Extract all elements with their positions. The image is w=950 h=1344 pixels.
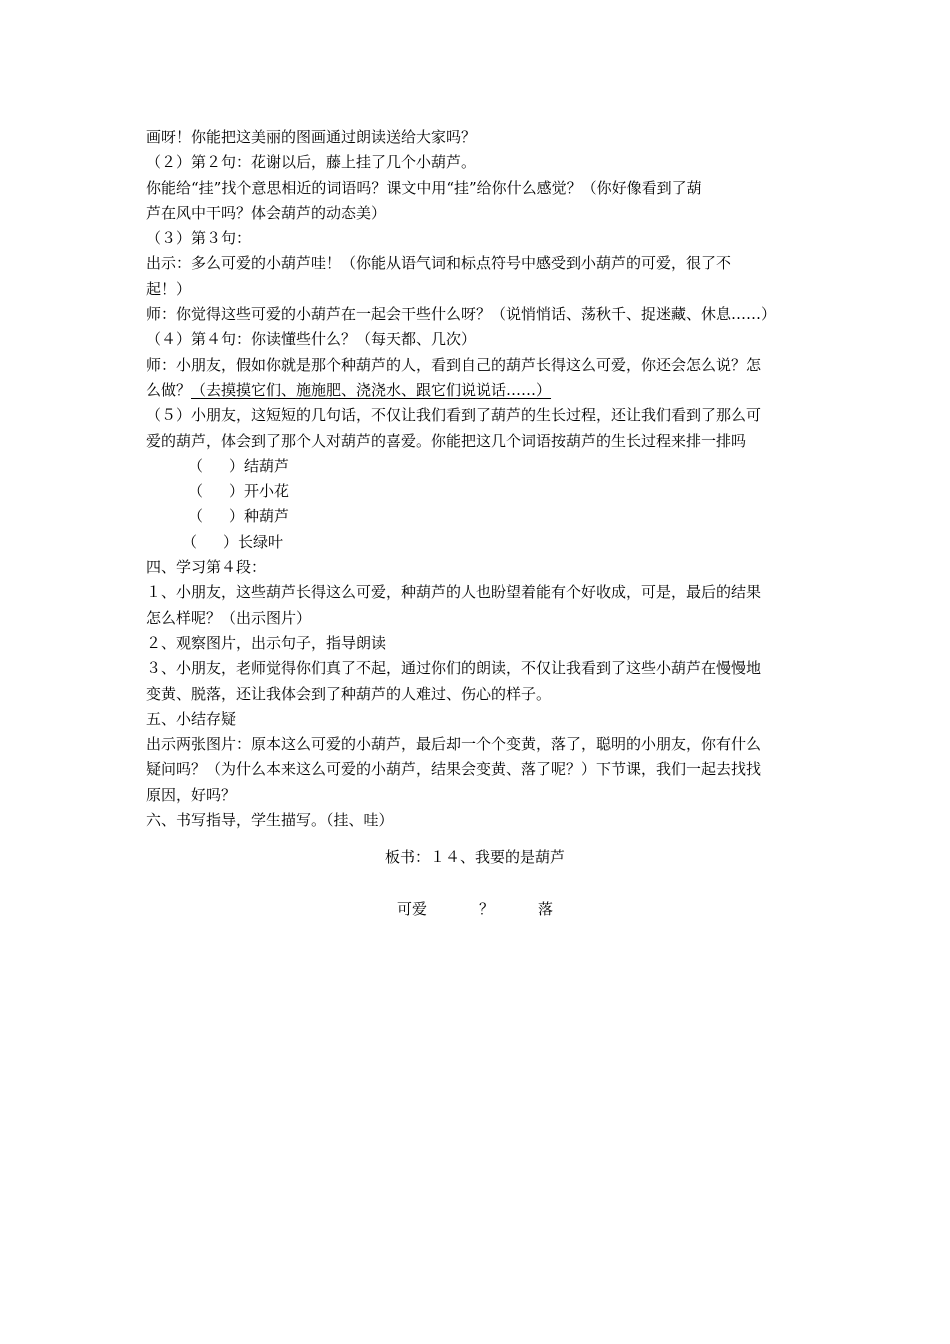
- underlined-answer: （去摸摸它们、施施肥、浇浇水、跟它们说说话……）: [191, 380, 552, 399]
- order-item: （ ）长绿叶: [182, 532, 284, 551]
- order-item-label: 结葫芦: [244, 456, 290, 475]
- text-line: 疑问吗？（为什么本来这么可爱的小葫芦，结果会变黄、落了呢？）下节课，我们一起去找找: [146, 760, 762, 779]
- text-line: 原因，好吗？: [146, 785, 237, 804]
- section-heading: 五、小结存疑: [146, 709, 237, 728]
- text-line: 你能给“挂”找个意思相近的词语吗？课文中用“挂”给你什么感觉？（你好像看到了葫: [146, 178, 702, 197]
- text-line: 怎么样呢？（出示图片）: [146, 608, 312, 627]
- text-line: 出示：多么可爱的小葫芦哇！（你能从语气词和标点符号中感受到小葫芦的可爱，很了不: [146, 254, 732, 273]
- order-item: （ ）结葫芦: [188, 456, 290, 475]
- text-line: （５）小朋友，这短短的几句话，不仅让我们看到了葫芦的生长过程，还让我们看到了那么可: [146, 406, 762, 425]
- order-item: （ ）开小花: [188, 482, 290, 501]
- board-title: 板书：１４、我要的是葫芦: [384, 848, 565, 866]
- text-line: 师：你觉得这些可爱的小葫芦在一起会干些什么呀？（说悄悄话、荡秋千、捉迷藏、休息……）: [146, 305, 777, 324]
- text-line: 芦在风中干吗？体会葫芦的动态美）: [146, 203, 387, 222]
- board-item-question: ？: [478, 900, 494, 918]
- board-item-cute: 可爱: [396, 900, 427, 918]
- text-line: 师：小朋友，假如你就是那个种葫芦的人，看到自己的葫芦长得这么可爱，你还会怎么说？怎: [146, 355, 762, 374]
- text-line: （３）第３句：: [146, 229, 252, 248]
- section-heading: 四、学习第４段：: [146, 558, 267, 577]
- text-line: １、小朋友，这些葫芦长得这么可爱，种葫芦的人也盼望着能有个好收成，可是，最后的结果: [146, 583, 762, 602]
- order-item-label: 长绿叶: [238, 532, 284, 551]
- text-line: ２、观察图片，出示句子，指导朗读: [146, 633, 387, 652]
- board-item-fall: 落: [538, 900, 554, 918]
- text-line: 爱的葫芦，体会到了那个人对葫芦的喜爱。你能把这几个词语按葫芦的生长过程来排一排吗: [146, 431, 747, 450]
- order-item-label: 开小花: [244, 482, 290, 501]
- text-line: 起！）: [146, 279, 192, 298]
- text-line: 出示两张图片：原本这么可爱的小葫芦，最后却一个个变黄，落了，聪明的小朋友，你有什么: [146, 735, 762, 754]
- text-line: 变黄、脱落，还让我体会到了种葫芦的人难过、伤心的样子。: [146, 684, 552, 703]
- lesson-body: [146, 125, 810, 833]
- text-line: ３、小朋友，老师觉得你们真了不起，通过你们的朗读，不仅让我看到了这些小葫芦在慢慢地: [146, 659, 762, 678]
- text-line: （４）第４句：你读懂些什么？（每天都、几次）: [146, 330, 477, 349]
- text-line: （２）第２句：花谢以后，藤上挂了几个小葫芦。: [146, 153, 477, 172]
- text-fragment: 么做？: [146, 380, 192, 399]
- text-line: [146, 378, 810, 403]
- text-line: 画呀！你能把这美丽的图画通过朗读送给大家吗？: [146, 128, 477, 146]
- order-item-label: 种葫芦: [244, 507, 290, 526]
- board-row: [0, 898, 950, 919]
- section-heading: 六、书写指导，学生描写。（挂、哇）: [146, 811, 394, 830]
- order-item: （ ）种葫芦: [188, 507, 290, 526]
